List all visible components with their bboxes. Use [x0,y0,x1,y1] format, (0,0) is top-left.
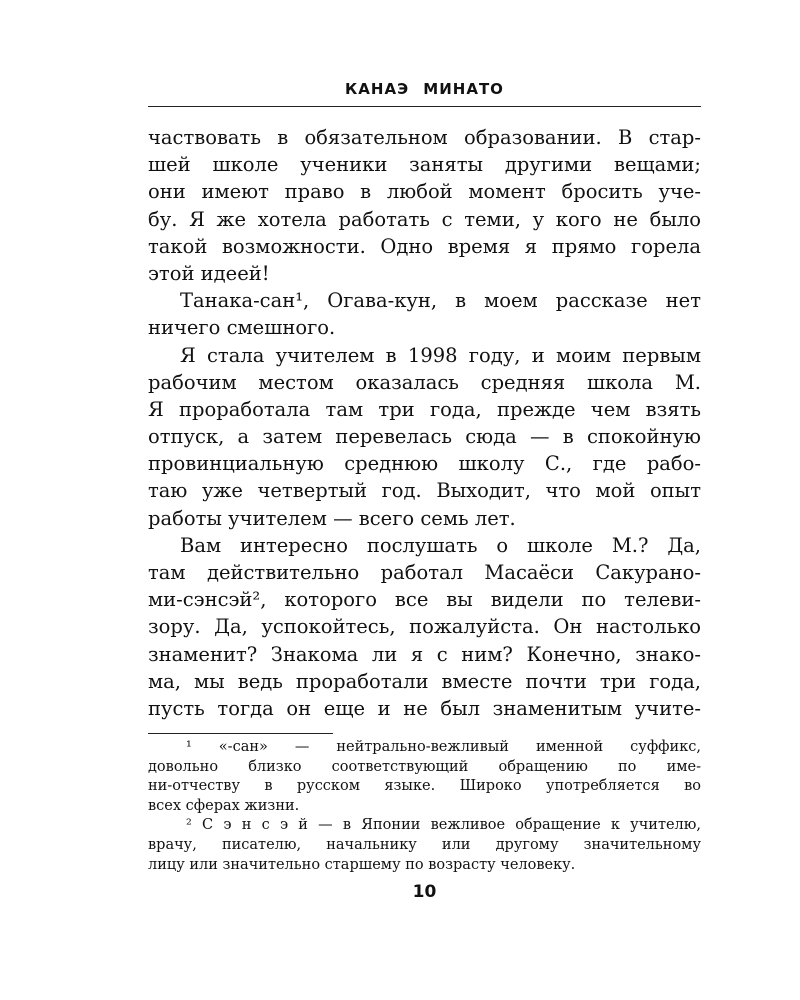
text-line: Я стала учителем в 1998 году, и моим первым [180,343,701,367]
header-rule [148,106,701,107]
text-line: работы учителем — всего семь лет. [148,506,516,530]
text-line: таю уже четвертый год. Выходит, что мой опыт [148,479,701,503]
text-line: там действительно работал Масаёси Сакурано- [148,561,701,584]
text-line: Танака-сан¹, Огава-кун, в моем рассказе нет [180,289,701,313]
page-number: 10 [412,882,437,902]
text-line: ма, мы ведь проработали вместе почти три года, [148,669,701,693]
text-line: зору. Да, успокойтесь, пожалуйста. Он настолько [148,615,701,639]
running-head: КАНАЭ МИНАТО [345,80,504,98]
footnote-line: ¹ «-сан» — нейтрально-вежливый именной суффикс, [186,739,701,755]
text-line: чаcтвовать в обязательном образовании. В стар- [148,126,701,149]
text-line: знаменит? Знакома ли я с ним? Конечно, знако- [148,642,701,666]
text-line: Я проработала там три года, прежде чем взять [148,397,701,421]
footnote-line: лицу или значительно старшему по возрасту человеку. [148,856,576,873]
text-line: они имеют право в любой момент бросить уче- [148,180,701,204]
main-text [148,124,701,722]
footnote-line: довольно близко соответствующий обращению по име- [148,758,701,775]
text-line: провинциальную среднюю школу С., где рабо- [148,452,701,476]
text-line: бу. Я же хотела работать с теми, у кого не было [148,207,701,231]
text-line: отпуск, а затем перевелась сюда — в спокойную [148,425,701,449]
footnote-line: ² С э н с э й — в Японии вежливое обращение к учителю, [186,817,701,834]
text-line: ми-сэнсэй², которого все вы видели по телеви- [148,588,701,612]
footnotes [148,738,701,875]
footnote-line: врачу, писателю, начальнику или другому значительному [148,836,701,853]
text-line: такой возможности. Одно время я прямо горела [148,234,701,258]
text-line: ничего смешного. [148,316,336,340]
text-line: шей школе ученики заняты другими вещами; [148,153,701,177]
text-line: рабочим местом оказалась средняя школа М. [148,370,701,394]
text-line: пусть тогда он еще и не был знаменитым учите- [148,696,701,720]
footnote-rule [148,733,333,734]
footnote-line: ни-отчеству в русском языке. Широко употребляется во [148,778,701,795]
footnote-line: всех сферах жизни. [148,797,300,814]
text-line: Вам интересно послушать о школе М.? Да, [180,533,701,557]
text-line: этой идеей! [148,261,270,285]
